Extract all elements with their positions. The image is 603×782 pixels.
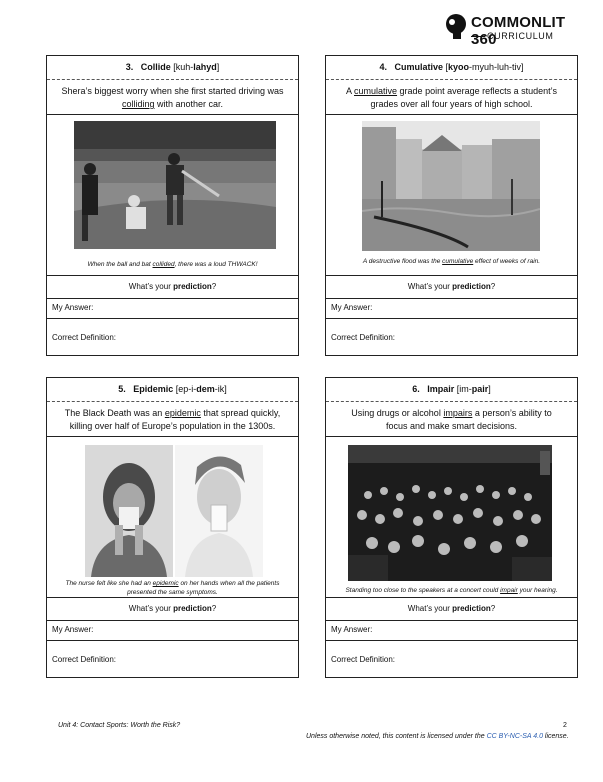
correct-definition-field[interactable]: Correct Definition:	[331, 333, 396, 342]
vocab-card-epidemic	[46, 377, 299, 678]
image-caption: Standing too close to the speakers at a concert could impair your hearing.	[345, 587, 558, 594]
example-sentence: A cumulative grade point average reflects a student’s grades over all four years of high school.	[326, 80, 577, 115]
prediction-prompt: What’s your prediction?	[47, 276, 298, 299]
correct-definition-field[interactable]: Correct Definition:	[52, 333, 117, 342]
sneezing-person-photo-1	[85, 445, 173, 577]
logo-brand: COMMONLIT 360	[471, 14, 566, 48]
commonlit-logo	[443, 12, 578, 48]
unit-title: Unit 4: Contact Sports: Worth the Risk?	[58, 722, 181, 729]
concert-crowd-photo	[348, 445, 552, 581]
vocab-card-collide	[46, 55, 299, 356]
prediction-prompt: What’s your prediction?	[326, 276, 577, 299]
sneezing-person-photo-2	[175, 445, 263, 577]
image-caption: When the ball and bat collided, there was a loud THWACK!	[87, 261, 258, 268]
card-heading: 5. Epidemic [ep-i-dem-ik]	[47, 378, 298, 402]
logo-rule	[471, 36, 485, 37]
example-sentence: The Black Death was an epidemic that spread quickly, killing over half of Europe’s population in the 1300s.	[47, 402, 298, 437]
example-sentence: Using drugs or alcohol impairs a person’s ability to focus and make smart decisions.	[326, 402, 577, 437]
my-answer-field[interactable]: My Answer:	[47, 621, 298, 641]
baseball-photo	[74, 121, 276, 249]
prediction-prompt: What’s your prediction?	[47, 598, 298, 621]
my-answer-field[interactable]: My Answer:	[47, 299, 298, 319]
image-area	[326, 437, 577, 598]
correct-definition-field[interactable]: Correct Definition:	[331, 655, 396, 664]
image-caption: The nurse felt like she had an epidemic on her hands when all the patients presented the same symptoms.	[65, 580, 280, 596]
example-sentence: Shera’s biggest worry when she first started driving was colliding with another car.	[47, 80, 298, 115]
image-caption: A destructive flood was the cumulative effect of weeks of rain.	[362, 258, 541, 265]
image-area	[47, 115, 298, 276]
my-answer-field[interactable]: My Answer:	[326, 299, 577, 319]
vocab-card-impair	[325, 377, 578, 678]
flood-photo	[362, 121, 540, 251]
my-answer-field[interactable]: My Answer:	[326, 621, 577, 641]
prediction-prompt: What’s your prediction?	[326, 598, 577, 621]
page-number: 2	[563, 722, 567, 729]
vocab-card-cumulative	[325, 55, 578, 356]
card-heading: 6. Impair [im-pair]	[326, 378, 577, 402]
logo-sub: CURRICULUM	[487, 31, 554, 41]
card-heading: 3. Collide [kuh-lahyd]	[47, 56, 298, 80]
logo-head-icon	[443, 12, 469, 40]
correct-definition-field[interactable]: Correct Definition:	[52, 655, 117, 664]
license-notice: Unless otherwise noted, this content is licensed under the CC BY-NC-SA 4.0 license.	[306, 733, 569, 740]
license-link[interactable]: CC BY-NC-SA 4.0	[486, 733, 543, 740]
image-area	[326, 115, 577, 276]
card-heading: 4. Cumulative [kyoo-myuh-luh-tiv]	[326, 56, 577, 80]
image-area	[47, 437, 298, 598]
